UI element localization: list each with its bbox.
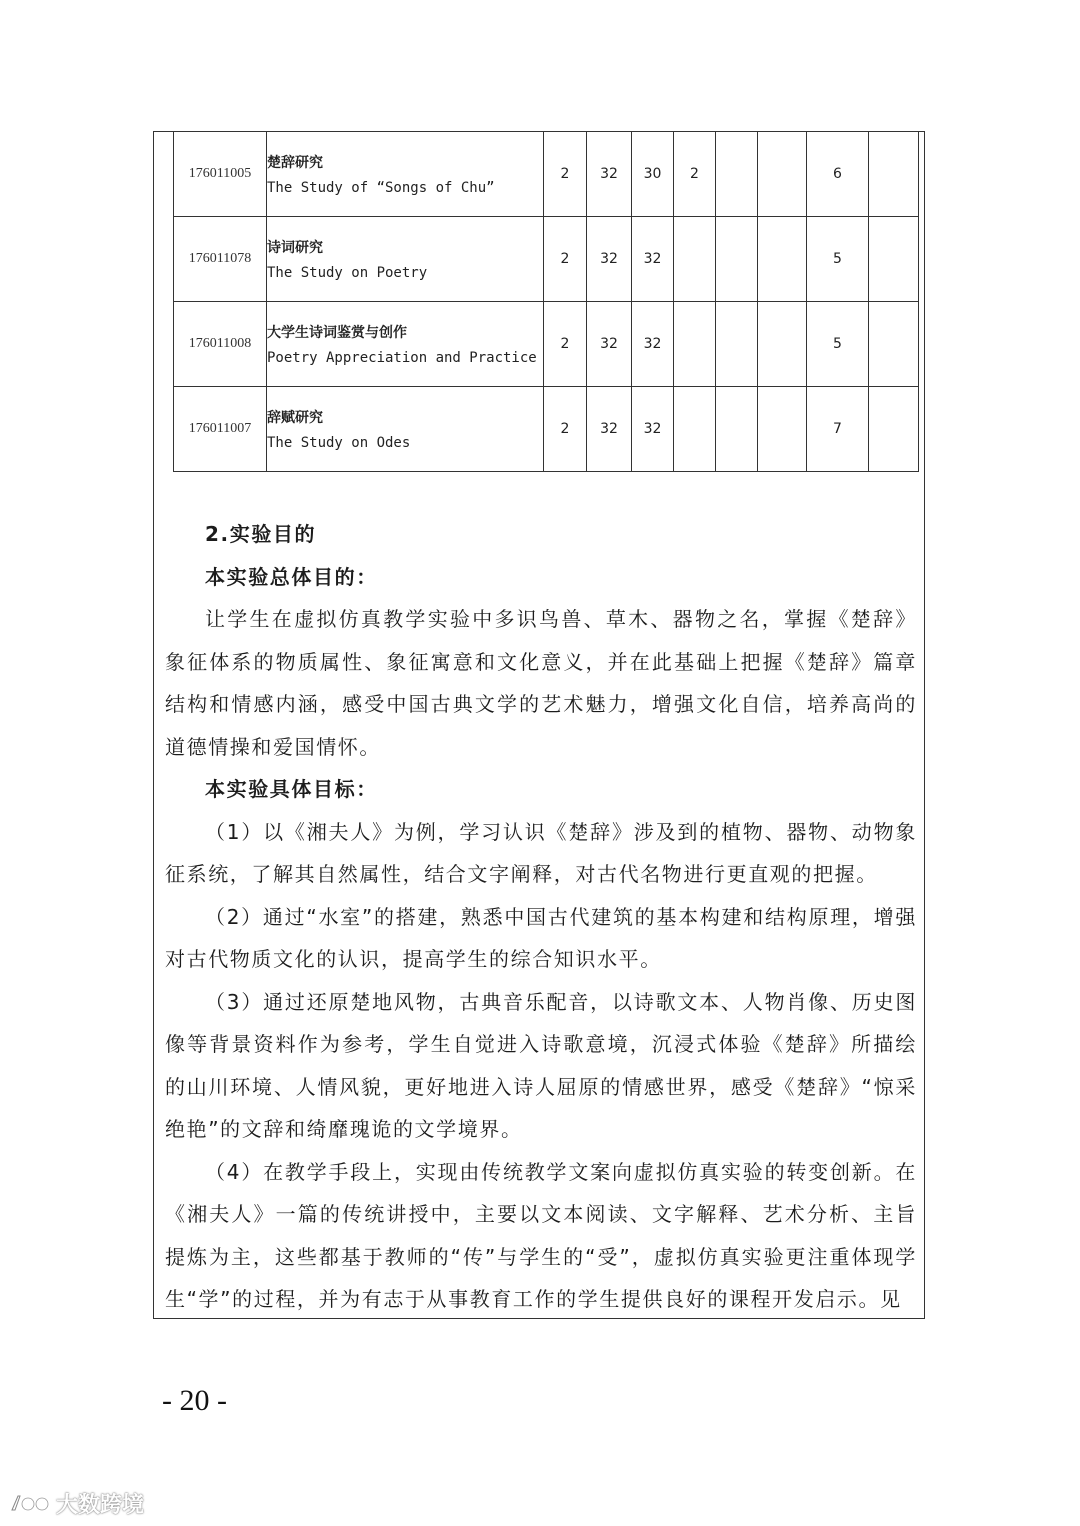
- experiment-purpose-section: [165, 513, 917, 1321]
- table-cell-c5: [716, 302, 758, 387]
- table-cell-c2: 32: [587, 132, 632, 217]
- table-cell-c3: 32: [632, 387, 674, 472]
- course-code: 176011008: [174, 302, 267, 387]
- table-cell-c2: 32: [587, 217, 632, 302]
- table-row: [174, 132, 919, 217]
- table-cell-c8: [869, 302, 919, 387]
- table-cell-c8: [869, 387, 919, 472]
- table-cell-c6: [758, 132, 807, 217]
- course-code: 176011005: [174, 132, 267, 217]
- course-name-en: The Study of “Songs of Chu”: [267, 180, 495, 196]
- table-cell-c4: [674, 302, 716, 387]
- table-cell-c7: 6: [807, 132, 869, 217]
- specific-goals-heading: 本实验具体目标：: [205, 777, 378, 801]
- table-cell-c1: 2: [544, 302, 587, 387]
- table-row: [174, 217, 919, 302]
- course-name-zh: 楚辞研究: [267, 155, 323, 171]
- watermark-text: 大数跨境: [56, 1493, 145, 1518]
- table-cell-c5: [716, 217, 758, 302]
- course-code: 176011007: [174, 387, 267, 472]
- table-cell-c6: [758, 217, 807, 302]
- table-cell-c6: [758, 302, 807, 387]
- course-name-zh: 诗词研究: [267, 240, 323, 256]
- table-cell-c1: 2: [544, 132, 587, 217]
- table-cell-c8: [869, 132, 919, 217]
- course-table: [173, 131, 919, 472]
- watermark: [8, 1488, 144, 1519]
- table-cell-c5: [716, 132, 758, 217]
- goal-paragraph-2: （2）通过“水室”的搭建，熟悉中国古代建筑的基本构建和结构原理，增强对古代物质文化的认识，提高学生的综合知识水平。: [165, 904, 917, 971]
- table-row: [174, 302, 919, 387]
- table-cell-c4: [674, 387, 716, 472]
- course-name-zh: 大学生诗词鉴赏与创作: [267, 325, 407, 341]
- course-name-en: The Study on Odes: [267, 435, 411, 451]
- table-cell-c7: 5: [807, 302, 869, 387]
- overall-goal-heading: 本实验总体目的：: [205, 564, 378, 589]
- table-cell-c7: 7: [807, 387, 869, 472]
- table-cell-c7: 5: [807, 217, 869, 302]
- section-title: 2.实验目的: [205, 522, 317, 546]
- page-number: - 20 -: [162, 1384, 227, 1417]
- table-cell-c4: [674, 217, 716, 302]
- course-name-en: Poetry Appreciation and Practice: [267, 350, 537, 366]
- watermark-logo-icon: [8, 1492, 52, 1516]
- goal-paragraph-4: （4）在教学手段上，实现由传统教学文案向虚拟仿真实验的转变创新。在《湘夫人》一篇的传统讲授中，主要以文本阅读、文字解释、艺术分析、主旨提炼为主，这些都基于教师的“传”与学生的“受”，虚拟仿真实验更注重体现学生“学”的过程，并为有志于从事教育工作的学生提供良好的课程开发启示。见: [165, 1159, 917, 1311]
- table-cell-c4: 2: [674, 132, 716, 217]
- goal-paragraph-1: （1）以《湘夫人》为例，学习认识《楚辞》涉及到的植物、器物、动物象征系统，了解其自然属性，结合文字阐释，对古代名物进行更直观的把握。: [165, 819, 917, 886]
- table-cell-c5: [716, 387, 758, 472]
- table-cell-c1: 2: [544, 387, 587, 472]
- course-name-en: The Study on Poetry: [267, 265, 428, 281]
- table-cell-c3: 32: [632, 302, 674, 387]
- course-code: 176011078: [174, 217, 267, 302]
- table-cell-c2: 32: [587, 387, 632, 472]
- table-cell-c8: [869, 217, 919, 302]
- course-name: [267, 302, 544, 387]
- table-cell-c3: 30: [632, 132, 674, 217]
- table-cell-c2: 32: [587, 302, 632, 387]
- course-name: [267, 217, 544, 302]
- course-name: [267, 132, 544, 217]
- course-name-zh: 辞赋研究: [267, 410, 323, 426]
- course-name: [267, 387, 544, 472]
- table-cell-c6: [758, 387, 807, 472]
- table-cell-c1: 2: [544, 217, 587, 302]
- goal-paragraph-3: （3）通过还原楚地风物，古典音乐配音，以诗歌文本、人物肖像、历史图像等背景资料作为参考，学生自觉进入诗歌意境，沉浸式体验《楚辞》所描绘的山川环境、人情风貌，更好地进入诗人屈原的情感世界，感受《楚辞》“惊采绝艳”的文辞和绮靡瑰诡的文学境界。: [165, 989, 917, 1141]
- overall-goal-paragraph: 让学生在虚拟仿真教学实验中多识鸟兽、草木、器物之名，掌握《楚辞》象征体系的物质属性、象征寓意和文化意义，并在此基础上把握《楚辞》篇章结构和情感内涵，感受中国古典文学的艺术魅力，增强文化自信，培养高尚的道德情操和爱国情怀。: [165, 607, 917, 759]
- table-cell-c3: 32: [632, 217, 674, 302]
- table-row: [174, 387, 919, 472]
